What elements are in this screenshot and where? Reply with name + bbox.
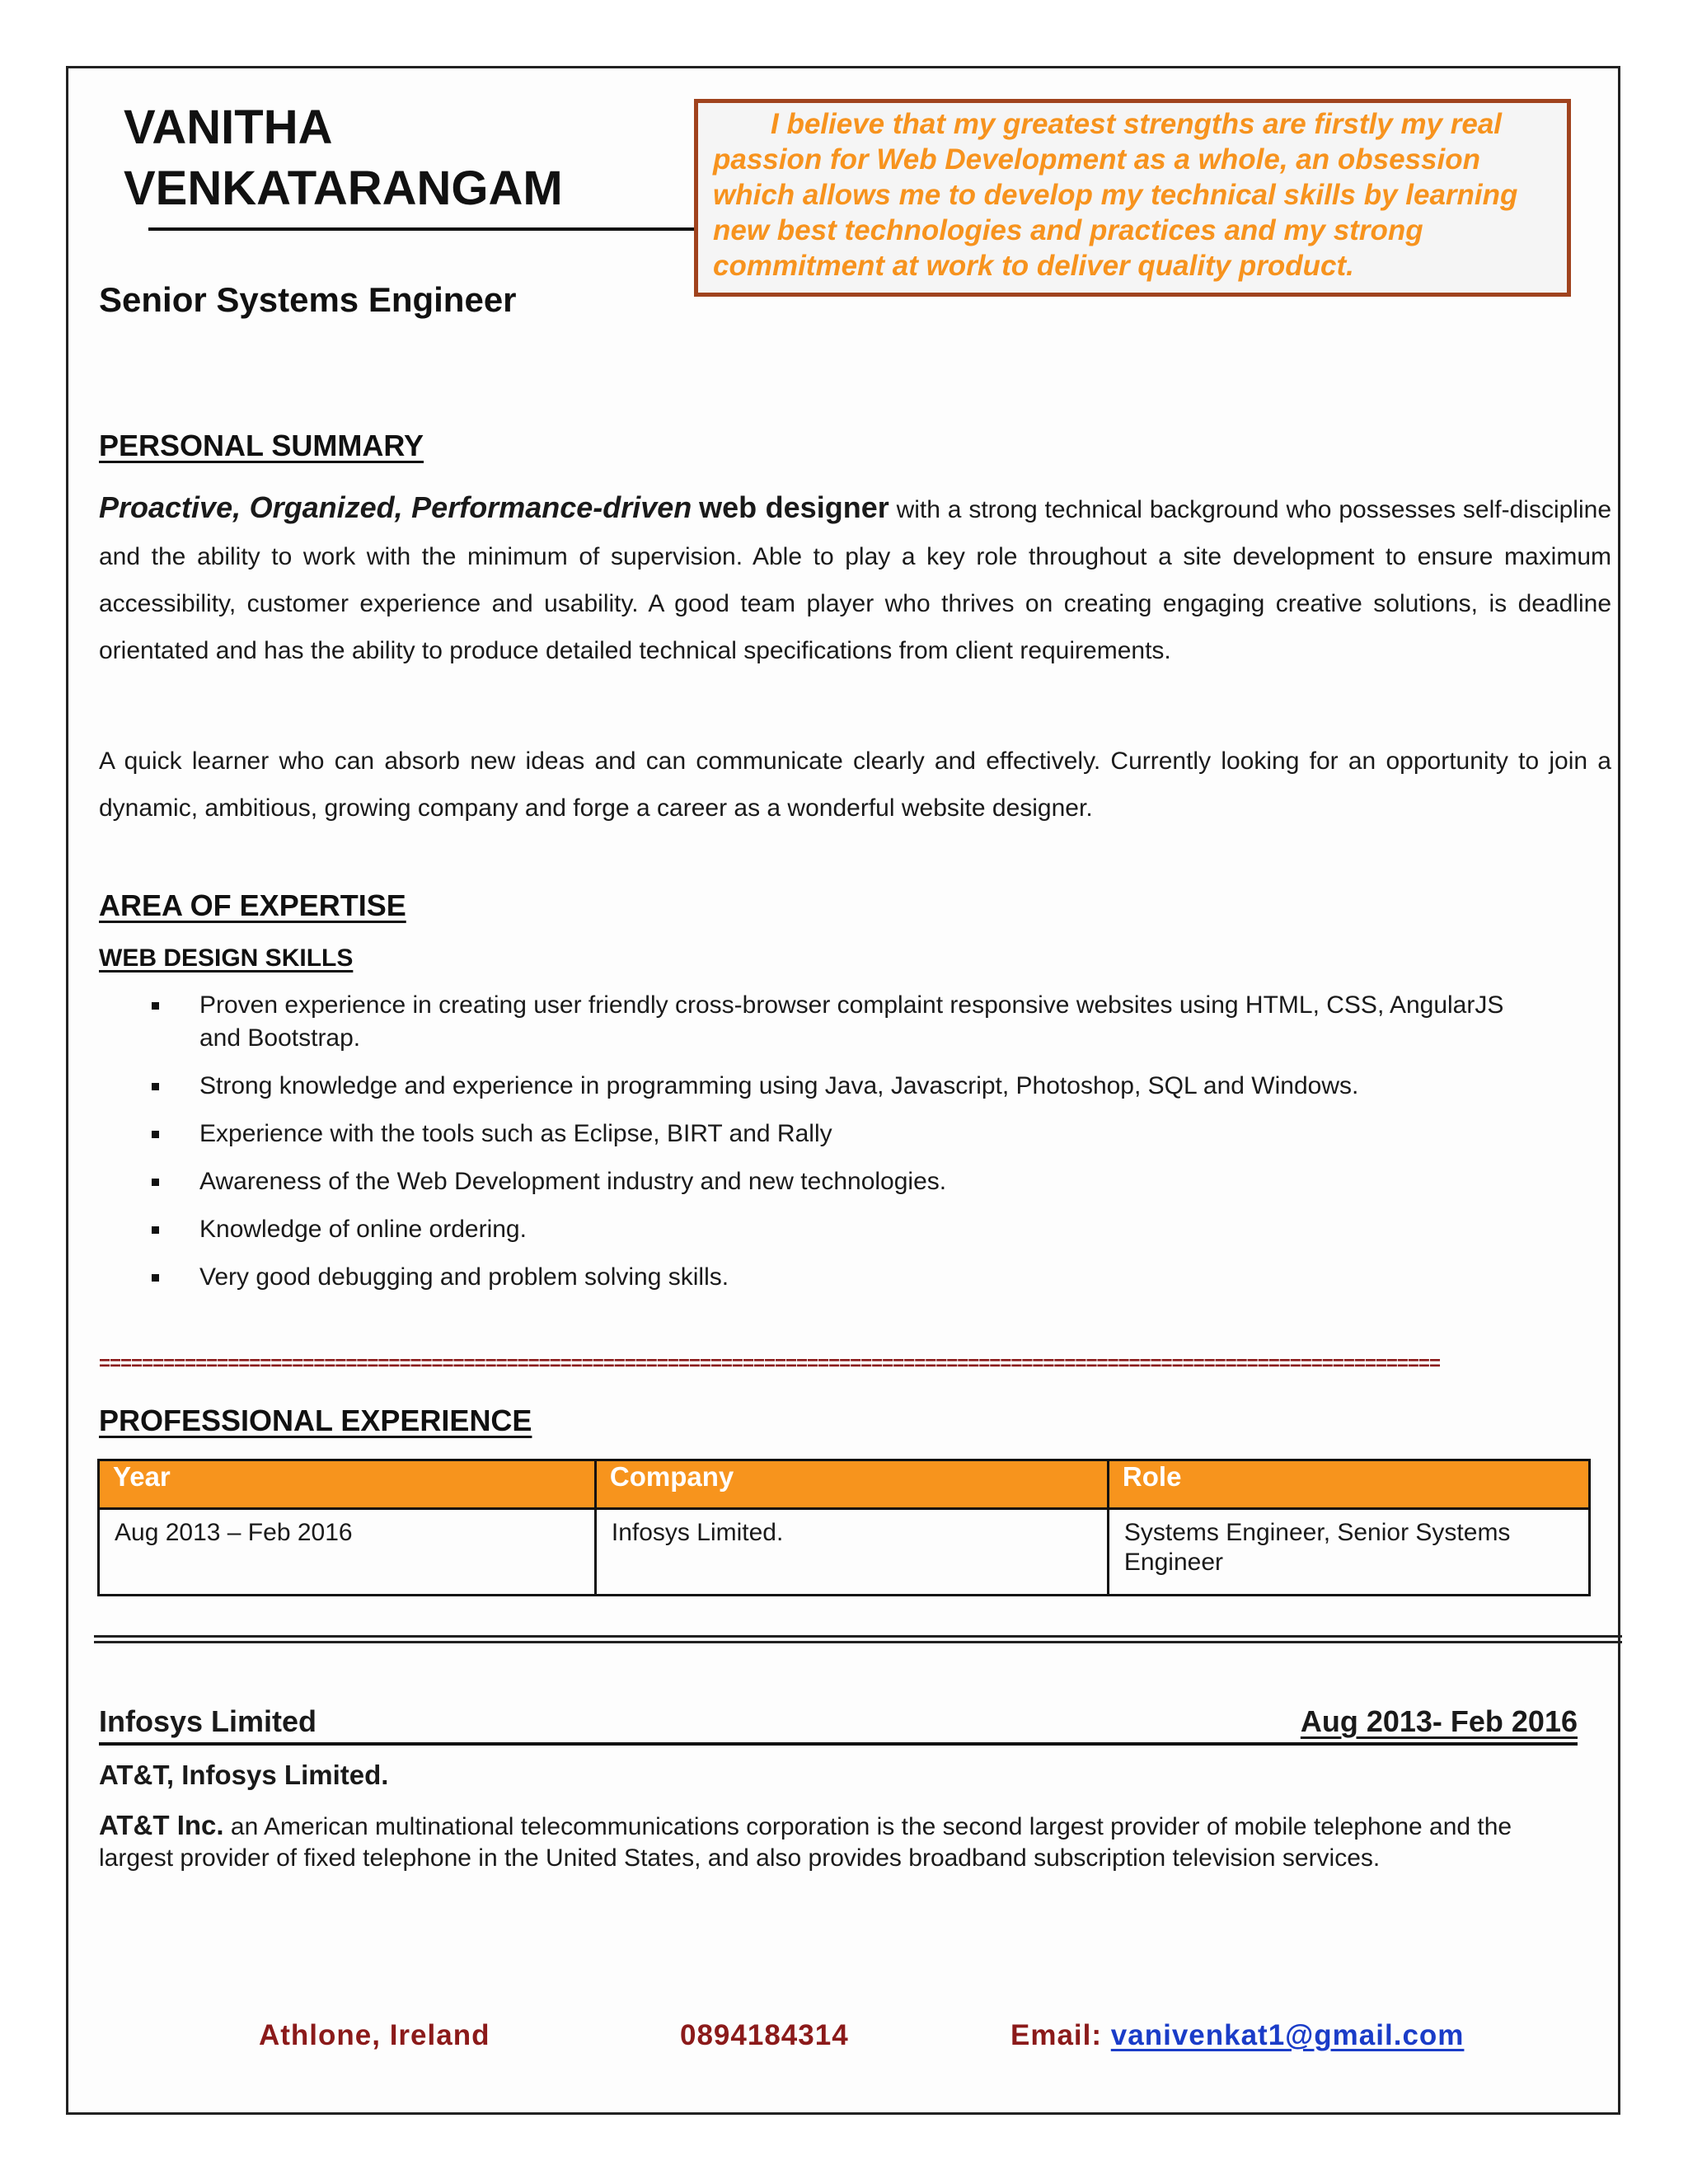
table-header-row <box>99 1460 1590 1509</box>
footer-phone: 0894184314 <box>680 2019 849 2051</box>
section-divider: ============================================================================================================================= <box>99 1354 1440 1374</box>
experience-heading: PROFESSIONAL EXPERIENCE <box>99 1404 532 1437</box>
client-line: AT&T, Infosys Limited. <box>99 1760 389 1790</box>
summary-paragraph-1-rest: with a strong technical background who possesses self-discipline and the ability to work with the minimum of supervision. Able to play a key role throughout a site development to ensure maximum accessibility, customer experience and usability. A good team player who thrives on creating engaging creative solutions, is deadline orientated and has the ability to produce detailed technical specifications from client requirements. <box>99 496 1612 664</box>
candidate-name <box>124 97 563 219</box>
client-description <box>99 1810 1533 1874</box>
summary-lead-italic: Proactive, Organized, Performance-driven <box>99 490 692 524</box>
quote-box <box>694 99 1571 297</box>
personal-summary-heading: PERSONAL SUMMARY <box>99 429 424 462</box>
footer-email <box>1010 2019 1464 2052</box>
last-name: VENKATARANGAM <box>124 162 563 215</box>
experience-table <box>97 1459 1591 1596</box>
job-title: Senior Systems Engineer <box>99 280 517 319</box>
quote-text: I believe that my greatest strengths are firstly my real passion for Web Development as a whole, an obsession which allows me to develop my technical skills by learning new best technologies and practices and my strong commitment at work to deliver quality product. <box>713 108 1518 282</box>
footer-location: Athlone, Ireland <box>259 2019 490 2051</box>
skill-item: Very good debugging and problem solving skills. <box>148 1261 1550 1294</box>
skill-item: Awareness of the Web Development industry and new technologies. <box>148 1165 1550 1198</box>
expertise-heading: AREA OF EXPERTISE <box>99 888 406 922</box>
client-description-text: an American multinational telecommunications corporation is the second largest provider of mobile telephone and the largest provider of fixed telephone in the United States, and also provides broadband subscription television services. <box>99 1813 1512 1872</box>
web-design-skills-heading: WEB DESIGN SKILLS <box>99 944 354 972</box>
skill-item: Proven experience in creating user friendly cross-browser complaint responsive websites using HTML, CSS, AngularJS and Bootstrap. <box>148 989 1550 1055</box>
double-divider <box>94 1635 1622 1643</box>
email-link[interactable]: vanivenkat1@gmail.com <box>1110 2019 1465 2051</box>
column-header-role: Role <box>1108 1460 1589 1509</box>
cell-year: Aug 2013 – Feb 2016 <box>99 1509 596 1596</box>
skill-item: Knowledge of online ordering. <box>148 1213 1550 1246</box>
summary-paragraph-2: A quick learner who can absorb new ideas and can communicate clearly and effectively. Currently looking for an opportunity to join a dynamic, ambitious, growing company and forge a career as a wonderful website designer. <box>99 748 1611 822</box>
cell-role: Systems Engineer, Senior Systems Engineer <box>1108 1509 1589 1596</box>
job-dates: Aug 2013- Feb 2016 <box>1300 1704 1578 1738</box>
job-header <box>99 1704 1578 1746</box>
first-name: VANITHA <box>124 101 333 154</box>
skills-list <box>148 989 1550 1309</box>
skill-item: Experience with the tools such as Eclipse, BIRT and Rally <box>148 1118 1550 1151</box>
column-header-year: Year <box>99 1460 596 1509</box>
email-label: Email: <box>1010 2019 1103 2051</box>
summary-paragraph-1 <box>99 484 1611 674</box>
client-name: AT&T Inc. <box>99 1810 224 1840</box>
cell-company: Infosys Limited. <box>595 1509 1108 1596</box>
job-company: Infosys Limited <box>99 1704 317 1738</box>
table-row <box>99 1509 1590 1596</box>
skill-item: Strong knowledge and experience in programming using Java, Javascript, Photoshop, SQL and Windows. <box>148 1070 1550 1103</box>
column-header-company: Company <box>595 1460 1108 1509</box>
summary-lead-bold: web designer <box>699 490 889 524</box>
name-underline <box>148 227 696 231</box>
